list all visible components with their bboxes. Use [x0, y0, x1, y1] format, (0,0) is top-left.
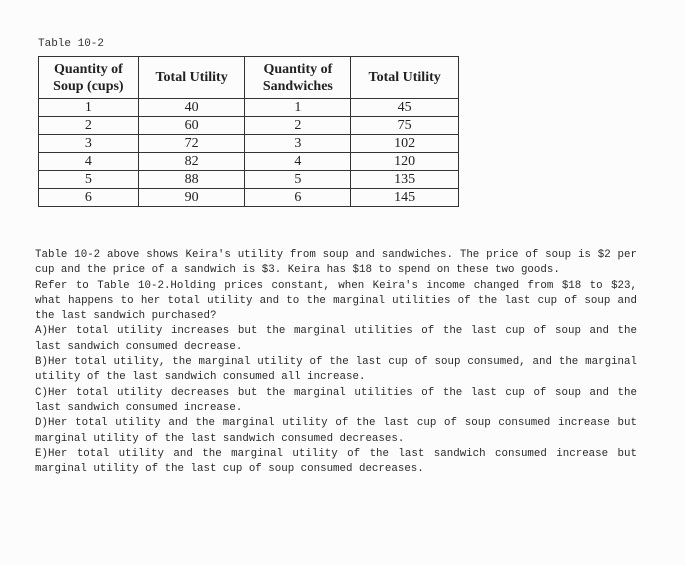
table-cell: 4 — [39, 153, 139, 171]
header-sandwich-total-utility: Total Utility — [351, 57, 459, 99]
table-cell: 60 — [138, 117, 245, 135]
question-text — [35, 248, 637, 477]
table-cell: 3 — [39, 135, 139, 153]
table-header-row — [39, 57, 459, 99]
table-cell: 75 — [351, 117, 459, 135]
header-soup-quantity-line2: Soup (cups) — [53, 78, 124, 94]
answer-option-c: C)Her total utility decreases but the marginal utilities of the last cup of soup and the last sandwich consumed increase. — [35, 386, 637, 414]
table-cell: 5 — [39, 171, 139, 189]
table-cell: 5 — [245, 171, 351, 189]
table-cell: 120 — [351, 153, 459, 171]
table-cell: 6 — [245, 189, 351, 207]
table-row — [39, 189, 459, 207]
table-cell: 1 — [245, 99, 351, 117]
question-intro: Table 10-2 above shows Keira's utility from soup and sandwiches. The price of soup is $2 per cup and the price of a sandwich is $3. Keira has $18 to spend on these two goods. — [35, 249, 637, 277]
table-cell: 102 — [351, 135, 459, 153]
table-caption: Table 10-2 — [38, 38, 105, 50]
table-cell: 3 — [245, 135, 351, 153]
answer-option-a: A)Her total utility increases but the marginal utilities of the last cup of soup and the last sandwich consumed decrease. — [35, 325, 637, 353]
header-sandwich-quantity-line1: Quantity of — [263, 61, 333, 77]
answer-option-d: D)Her total utility and the marginal utility of the last cup of soup consumed increase but marginal utility of the last sandwich consumed decreases. — [35, 417, 637, 445]
table-cell: 1 — [39, 99, 139, 117]
table-cell: 45 — [351, 99, 459, 117]
table-cell: 2 — [245, 117, 351, 135]
table-row — [39, 99, 459, 117]
utility-table — [38, 56, 459, 207]
table-row — [39, 171, 459, 189]
table-row — [39, 153, 459, 171]
table-cell: 145 — [351, 189, 459, 207]
header-soup-quantity — [39, 57, 139, 99]
header-soup-total-utility: Total Utility — [138, 57, 245, 99]
header-soup-quantity-line1: Quantity of — [53, 61, 123, 77]
table-row — [39, 135, 459, 153]
table-cell: 135 — [351, 171, 459, 189]
question-prompt: Refer to Table 10-2.Holding prices constant, when Keira's income changed from $18 to $23, what happens to her total utility and to the marginal utilities of the last cup of soup and the last sandwich purchased? — [35, 279, 637, 323]
header-sandwich-quantity-line2: Sandwiches — [262, 78, 333, 94]
header-sandwich-quantity — [245, 57, 351, 99]
table-cell: 2 — [39, 117, 139, 135]
answer-option-b: B)Her total utility, the marginal utility of the last cup of soup consumed, and the marginal utility of the last sandwich consumed all increase. — [35, 356, 637, 384]
table-row — [39, 117, 459, 135]
table-cell: 72 — [138, 135, 245, 153]
table-cell: 40 — [138, 99, 245, 117]
answer-option-e: E)Her total utility and the marginal utility of the last sandwich consumed increase but marginal utility of the last cup of soup consumed decreases. — [35, 447, 637, 476]
table-cell: 88 — [138, 171, 245, 189]
table-cell: 6 — [39, 189, 139, 207]
table-cell: 4 — [245, 153, 351, 171]
table-cell: 82 — [138, 153, 245, 171]
table-cell: 90 — [138, 189, 245, 207]
